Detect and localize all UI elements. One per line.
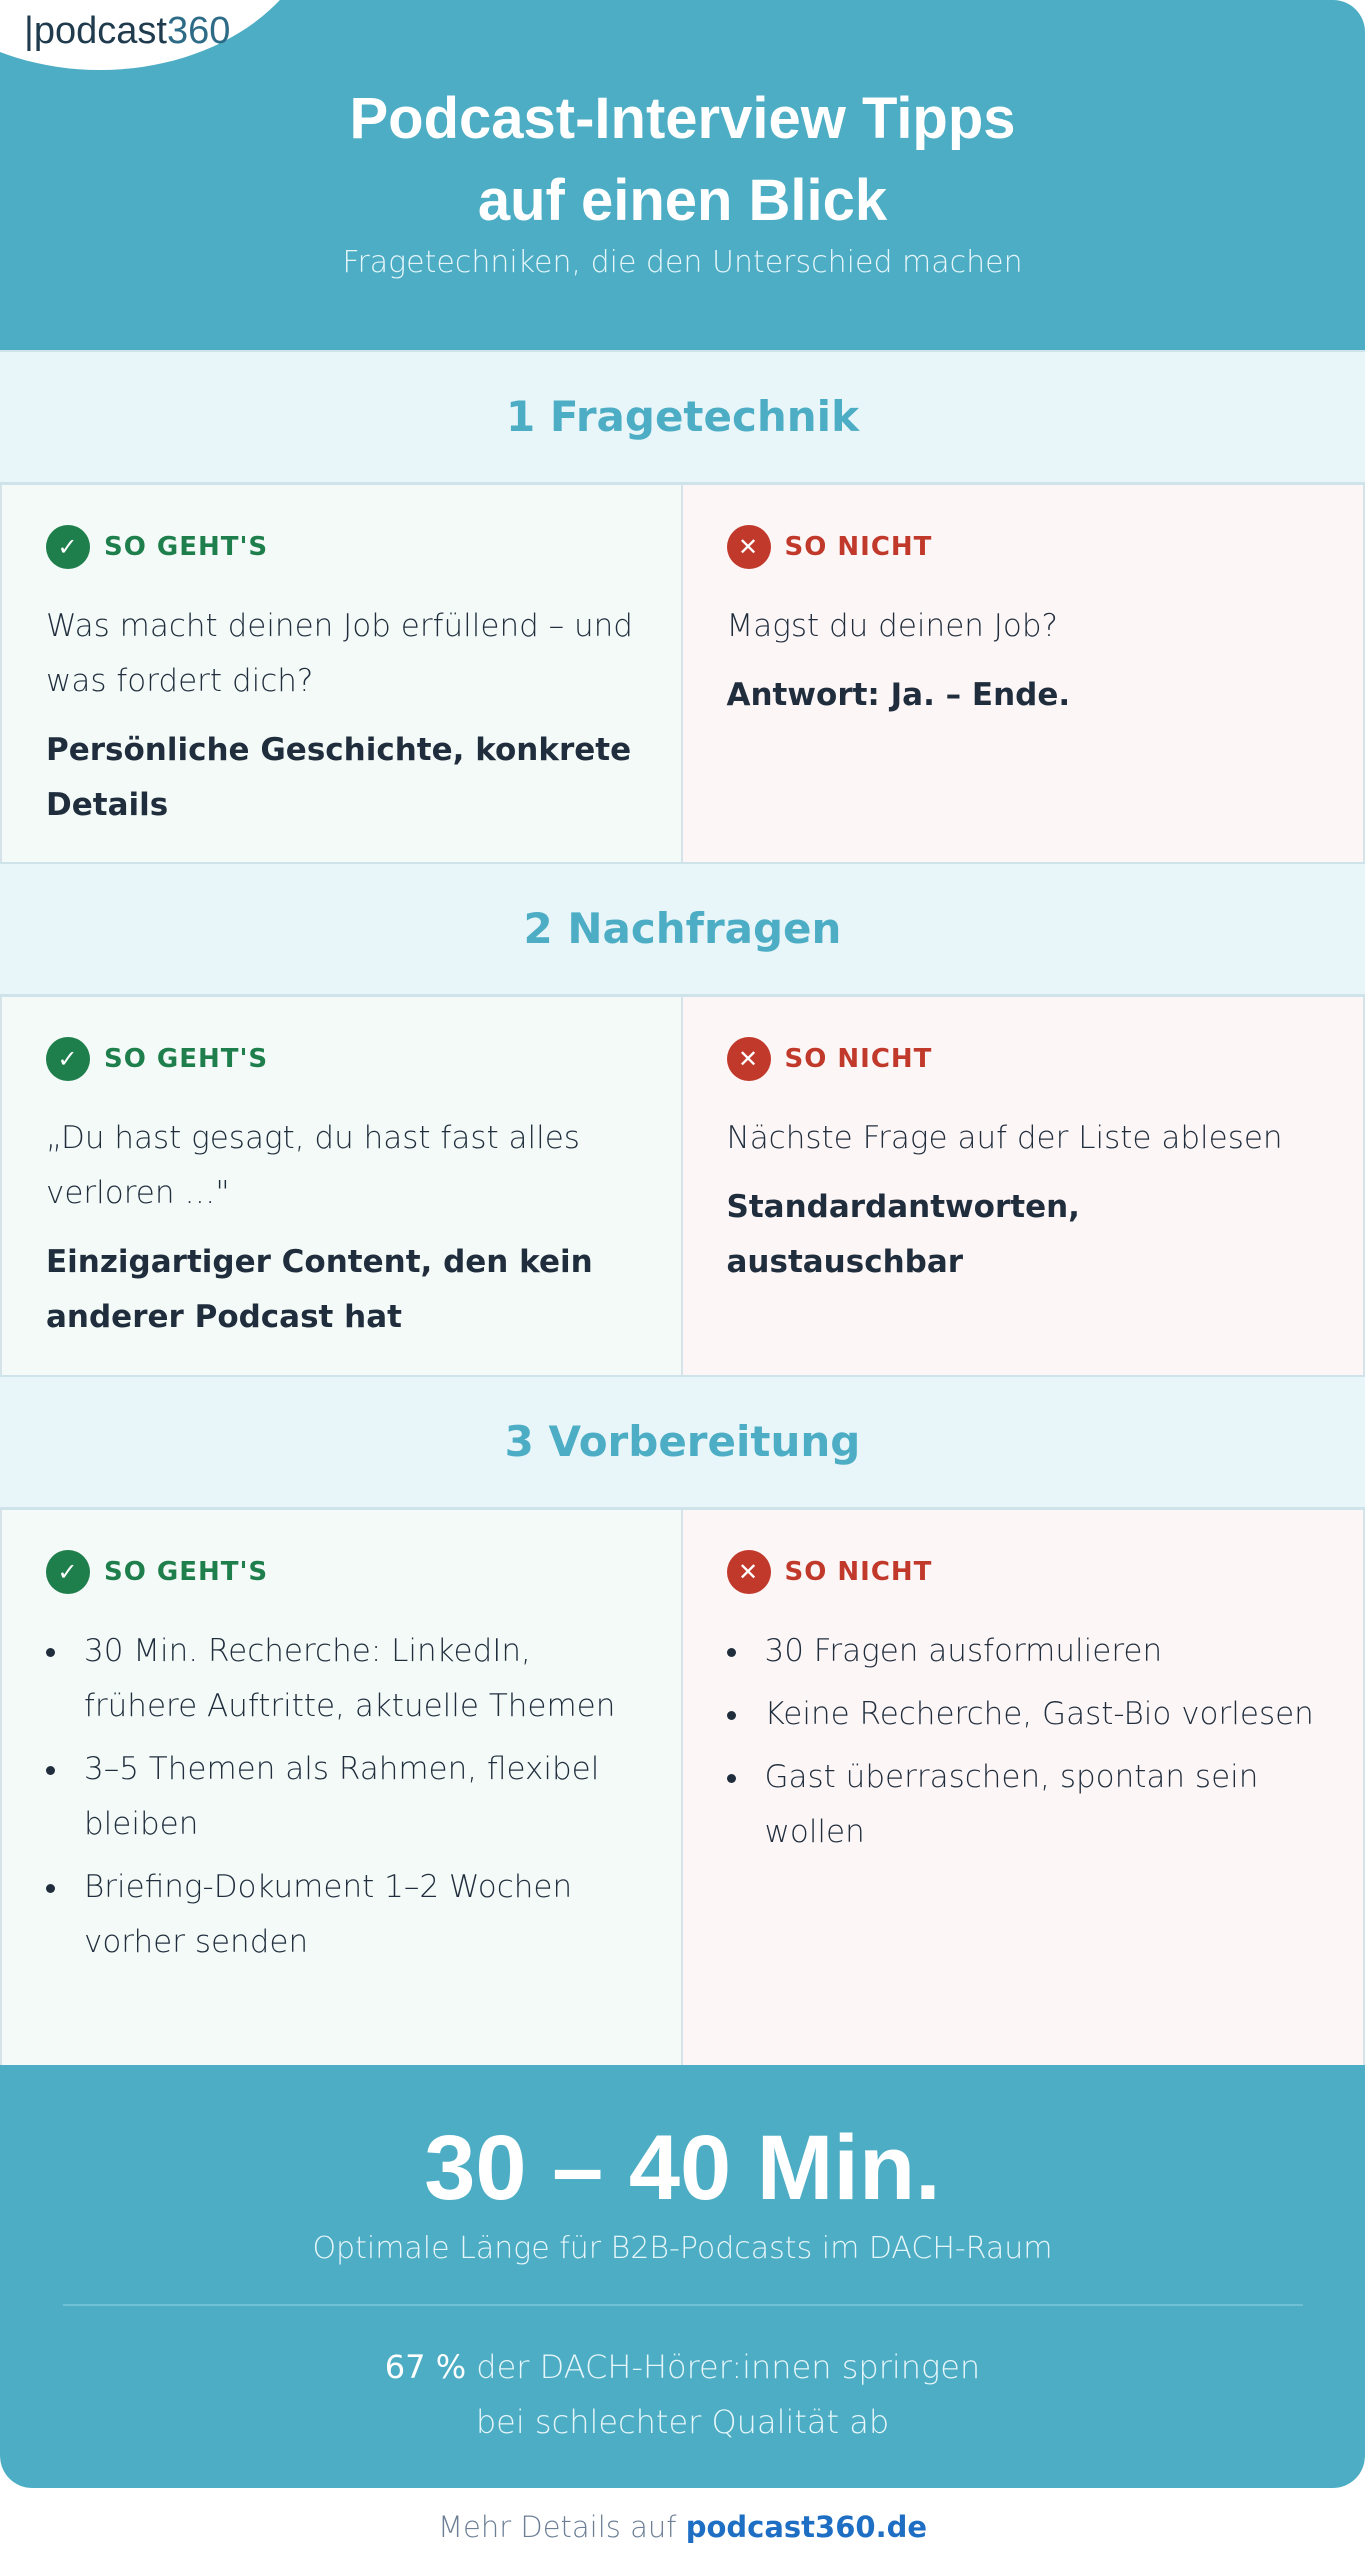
bad-example-text: Nächste Frage auf der Liste ablesen xyxy=(726,1120,1283,1156)
good-example-text: Was macht deinen Job erfüllend – und was fordert dich? xyxy=(46,608,633,699)
bad-example-cell xyxy=(683,485,1364,862)
good-label: SO GEHT'S xyxy=(104,1557,269,1587)
dropout-stat xyxy=(0,2340,1365,2450)
logo-number: 360 xyxy=(166,10,231,52)
bad-label: SO NICHT xyxy=(784,1044,933,1074)
bad-example-result: Antwort: Ja. – Ende. xyxy=(726,677,1071,713)
list-item: Gast überraschen, spontan sein wollen xyxy=(727,1750,1320,1860)
cross-icon: ✕ xyxy=(727,525,771,569)
section-vorbereitung-cells xyxy=(0,1510,1365,2065)
optimal-length-value: 30 – 40 Min. xyxy=(424,2117,941,2219)
bad-label: SO NICHT xyxy=(784,1557,933,1587)
stats-panel xyxy=(0,2065,1365,2488)
podcast360-logo[interactable] xyxy=(24,10,230,53)
dropout-text-line2: bei schlechter Qualität ab xyxy=(475,2403,890,2441)
bad-list xyxy=(727,1624,1320,1860)
good-label: SO GEHT'S xyxy=(104,532,269,562)
footer xyxy=(0,2510,1365,2544)
good-example-cell xyxy=(2,997,683,1375)
bad-example-result: Standardantworten, austauschbar xyxy=(726,1189,1080,1280)
page-title xyxy=(0,78,1365,242)
divider xyxy=(63,2304,1303,2306)
footer-link[interactable]: podcast360.de xyxy=(685,2510,928,2544)
section-nachfragen-cells xyxy=(0,997,1365,1375)
logo-bar: | xyxy=(24,10,34,52)
dropout-percent: 67 % xyxy=(384,2348,467,2386)
logo-text: podcast xyxy=(33,10,167,52)
good-example-cell xyxy=(2,485,683,862)
check-icon: ✓ xyxy=(46,525,90,569)
bad-label: SO NICHT xyxy=(784,532,933,562)
bad-example-text: Magst du deinen Job? xyxy=(726,608,1059,644)
footer-text: Mehr Details auf xyxy=(437,2510,686,2544)
optimal-length-caption: Optimale Länge für B2B-Podcasts im DACH-Raum xyxy=(312,2231,1053,2266)
good-example-text: „Du hast gesagt, du hast fast alles verloren …" xyxy=(46,1120,580,1211)
cross-icon: ✕ xyxy=(727,1550,771,1594)
list-item: Briefing-Dokument 1–2 Wochen vorher senden xyxy=(46,1860,637,1970)
list-item: Keine Recherche, Gast-Bio vorlesen xyxy=(727,1687,1320,1742)
section-heading-nachfragen: 2 Nachfragen xyxy=(0,862,1365,997)
list-item: 30 Min. Recherche: LinkedIn, frühere Auftritte, aktuelle Themen xyxy=(46,1624,637,1734)
check-icon: ✓ xyxy=(46,1037,90,1081)
good-example-result: Einzigartiger Content, den kein anderer Podcast hat xyxy=(46,1244,593,1335)
cross-icon: ✕ xyxy=(727,1037,771,1081)
list-item: 30 Fragen ausformulieren xyxy=(727,1624,1320,1679)
page-subtitle: Fragetechniken, die den Unterschied machen xyxy=(342,245,1023,280)
title-line-1: Podcast-Interview Tipps xyxy=(349,86,1016,151)
check-icon: ✓ xyxy=(46,1550,90,1594)
good-example-cell xyxy=(2,1510,683,2065)
section-fragetechnik-cells xyxy=(0,485,1365,862)
section-heading-vorbereitung: 3 Vorbereitung xyxy=(0,1375,1365,1510)
bad-example-cell xyxy=(683,1510,1364,2065)
title-line-2: auf einen Blick xyxy=(477,168,888,233)
header xyxy=(0,0,1365,350)
dropout-text-line1: der DACH-Hörer:innen springen xyxy=(466,2348,981,2386)
bad-example-cell xyxy=(683,997,1364,1375)
list-item: 3–5 Themen als Rahmen, flexibel bleiben xyxy=(46,1742,637,1852)
section-heading-fragetechnik: 1 Fragetechnik xyxy=(0,350,1365,485)
good-example-result: Persönliche Geschichte, konkrete Details xyxy=(46,732,632,823)
good-list xyxy=(46,1624,637,1970)
good-label: SO GEHT'S xyxy=(104,1044,269,1074)
